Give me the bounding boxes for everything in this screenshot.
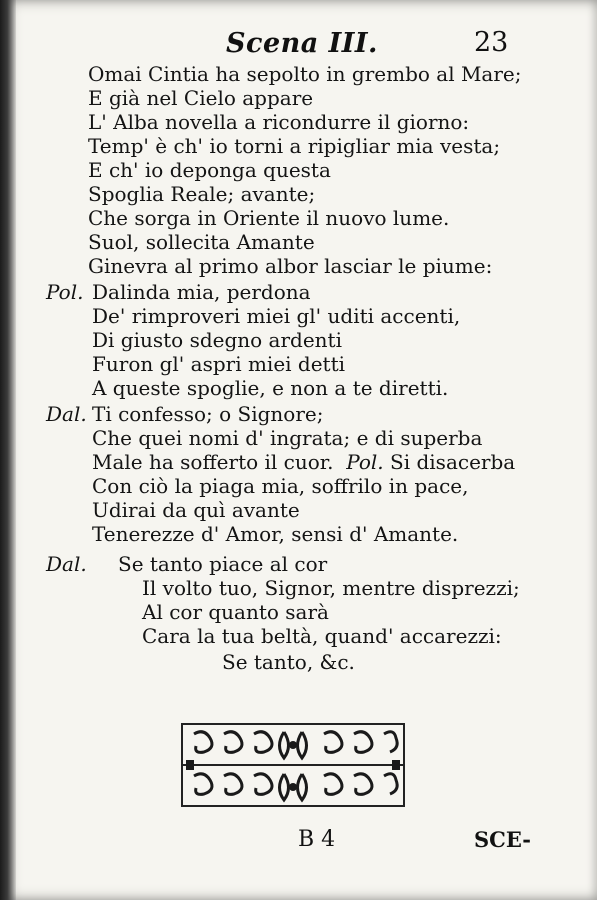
verse-line: Furon gl' aspri miei detti	[92, 352, 346, 376]
printers-ornament	[180, 722, 406, 808]
verse-line: De' rimproveri miei gl' uditi accenti,	[92, 304, 461, 328]
speaker-pol: Pol.	[46, 280, 84, 304]
speaker-dal: Dal.	[46, 402, 87, 426]
book-spine-shadow	[0, 0, 16, 900]
verse-text: Si disacerba	[390, 450, 516, 474]
catchword: SCE-	[474, 827, 531, 852]
verse-line: L' Alba novella a ricondurre il giorno:	[88, 110, 470, 134]
verse-line: A queste spoglie, e non a te diretti.	[92, 376, 449, 400]
verse-line: Spoglia Reale; avante;	[88, 182, 316, 206]
speaker-dal: Dal.	[46, 552, 87, 576]
verse-line: Dalinda mia, perdona	[92, 280, 311, 304]
verse-line: E già nel Cielo appare	[88, 86, 314, 110]
verse-line-with-speaker	[92, 450, 515, 474]
aria-da-capo-line: Se tanto, &c.	[222, 650, 355, 674]
verse-line: Suol, sollecita Amante	[88, 230, 315, 254]
verse-line: Udirai da quì avante	[92, 498, 300, 522]
verse-line: Con ciò la piaga mia, soffrilo in pace,	[92, 474, 469, 498]
verse-line: Ginevra al primo albor lasciar le piume:	[88, 254, 493, 278]
aria-line: Cara la tua beltà, quand' accarezzi:	[142, 624, 502, 648]
verse-line: Tenerezze d' Amor, sensi d' Amante.	[92, 522, 459, 546]
scene-title: Scena III.	[226, 28, 378, 59]
aria-line: Se tanto piace al cor	[118, 552, 328, 576]
aria-line: Il volto tuo, Signor, mentre disprezzi;	[142, 576, 520, 600]
signature-mark: B 4	[298, 827, 336, 852]
verse-line: Temp' è ch' io torni a ripigliar mia vesta;	[88, 134, 501, 158]
verse-line: E ch' io deponga questa	[88, 158, 331, 182]
verse-line: Di giusto sdegno ardenti	[92, 328, 342, 352]
verse-text: Male ha sofferto il cuor.	[92, 450, 334, 474]
aria-line: Al cor quanto sarà	[142, 600, 329, 624]
page-number: 23	[474, 27, 509, 58]
speaker-pol-inline: Pol.	[346, 450, 384, 474]
verse-line: Che sorga in Oriente il nuovo lume.	[88, 206, 450, 230]
verse-line: Ti confesso; o Signore;	[92, 402, 324, 426]
verse-line: Omai Cintia ha sepolto in grembo al Mare;	[88, 62, 522, 86]
verse-line: Che quei nomi d' ingrata; e di superba	[92, 426, 483, 450]
